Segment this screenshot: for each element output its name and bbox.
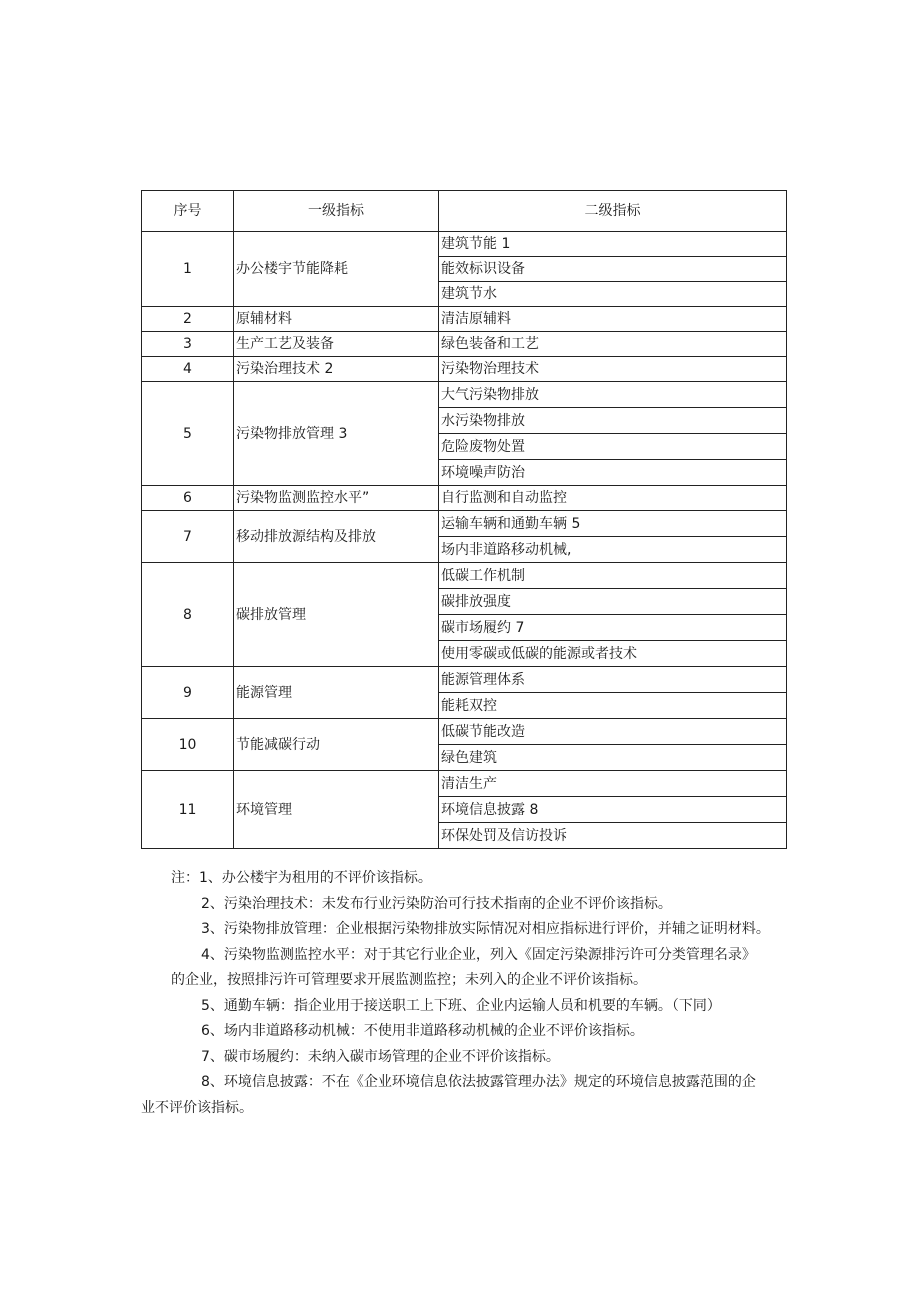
secondary-indicator: 环境噪声防治 — [439, 460, 787, 486]
row-number: 8 — [142, 563, 234, 667]
row-number: 11 — [142, 771, 234, 849]
row-number: 4 — [142, 357, 234, 382]
table-notes — [141, 866, 821, 1121]
table-row — [142, 382, 787, 408]
primary-indicator: 节能减碳行动 — [234, 719, 439, 771]
primary-indicator: 原辅材料 — [234, 307, 439, 332]
secondary-indicator: 建筑节水 — [439, 282, 787, 307]
secondary-indicator: 场内非道路移动机械, — [439, 537, 787, 563]
note-8: 8、环境信息披露：不在《企业环境信息依法披露管理办法》规定的环境信息披露范围的企 — [201, 1074, 756, 1090]
primary-indicator: 环境管理 — [234, 771, 439, 849]
header-secondary-indicator: 二级指标 — [439, 191, 787, 232]
table-row — [142, 667, 787, 693]
secondary-indicator: 碳排放强度 — [439, 589, 787, 615]
row-number: 2 — [142, 307, 234, 332]
primary-indicator: 碳排放管理 — [234, 563, 439, 667]
secondary-indicator: 污染物治理技术 — [439, 357, 787, 382]
table-row — [142, 307, 787, 332]
note-6: 6、场内非道路移动机械：不使用非道路移动机械的企业不评价该指标。 — [201, 1023, 644, 1039]
table-row — [142, 232, 787, 257]
secondary-indicator: 低碳节能改造 — [439, 719, 787, 745]
primary-indicator: 污染物监测监控水平” — [234, 486, 439, 511]
secondary-indicator: 清洁原辅料 — [439, 307, 787, 332]
secondary-indicator: 低碳工作机制 — [439, 563, 787, 589]
secondary-indicator: 碳市场履约 7 — [439, 615, 787, 641]
table-row — [142, 719, 787, 745]
secondary-indicator: 使用零碳或低碳的能源或者技术 — [439, 641, 787, 667]
row-number: 3 — [142, 332, 234, 357]
note-4-continued: 的企业，按照排污许可管理要求开展监测监控；未列入的企业不评价该指标。 — [171, 972, 647, 988]
secondary-indicator: 绿色建筑 — [439, 745, 787, 771]
primary-indicator: 污染治理技术 2 — [234, 357, 439, 382]
primary-indicator: 移动排放源结构及排放 — [234, 511, 439, 563]
secondary-indicator: 绿色装备和工艺 — [439, 332, 787, 357]
table-row — [142, 771, 787, 797]
header-serial: 序号 — [142, 191, 234, 232]
note-2: 2、污染治理技术：未发布行业污染防治可行技术指南的企业不评价该指标。 — [201, 895, 672, 912]
primary-indicator: 能源管理 — [234, 667, 439, 719]
secondary-indicator: 运输车辆和通勤车辆 5 — [439, 511, 787, 537]
indicator-table — [141, 190, 787, 849]
row-number: 9 — [142, 667, 234, 719]
row-number: 10 — [142, 719, 234, 771]
note-4: 4、污染物监测监控水平：对于其它行业企业，列入《固定污染源排污许可分类管理名录》 — [201, 946, 756, 963]
table-row — [142, 486, 787, 511]
secondary-indicator: 大气污染物排放 — [439, 382, 787, 408]
note-1: 注：1、办公楼宇为租用的不评价该指标。 — [171, 870, 432, 886]
note-8-continued: 业不评价该指标。 — [141, 1099, 253, 1116]
secondary-indicator: 环保处罚及信访投诉 — [439, 823, 787, 849]
table-row — [142, 563, 787, 589]
note-7: 7、碳市场履约：未纳入碳市场管理的企业不评价该指标。 — [201, 1048, 560, 1065]
note-5: 5、通勤车辆：指企业用于接送职工上下班、企业内运输人员和机要的车辆。（下同） — [201, 997, 721, 1014]
primary-indicator: 污染物排放管理 3 — [234, 382, 439, 486]
secondary-indicator: 能耗双控 — [439, 693, 787, 719]
row-number: 6 — [142, 486, 234, 511]
secondary-indicator: 危险废物处置 — [439, 434, 787, 460]
secondary-indicator: 清洁生产 — [439, 771, 787, 797]
row-number: 5 — [142, 382, 234, 486]
primary-indicator: 生产工艺及装备 — [234, 332, 439, 357]
header-primary-indicator: 一级指标 — [234, 191, 439, 232]
secondary-indicator: 水污染物排放 — [439, 408, 787, 434]
row-number: 1 — [142, 232, 234, 307]
secondary-indicator: 环境信息披露 8 — [439, 797, 787, 823]
secondary-indicator: 能源管理体系 — [439, 667, 787, 693]
note-3: 3、污染物排放管理：企业根据污染物排放实际情况对相应指标进行评价，并辅之证明材料。 — [201, 921, 770, 937]
table-header-row — [142, 191, 787, 232]
row-number: 7 — [142, 511, 234, 563]
secondary-indicator: 建筑节能 1 — [439, 232, 787, 257]
table-row — [142, 332, 787, 357]
table-row — [142, 357, 787, 382]
secondary-indicator: 能效标识设备 — [439, 257, 787, 282]
primary-indicator: 办公楼宇节能降耗 — [234, 232, 439, 307]
table-row — [142, 511, 787, 537]
secondary-indicator: 自行监测和自动监控 — [439, 486, 787, 511]
